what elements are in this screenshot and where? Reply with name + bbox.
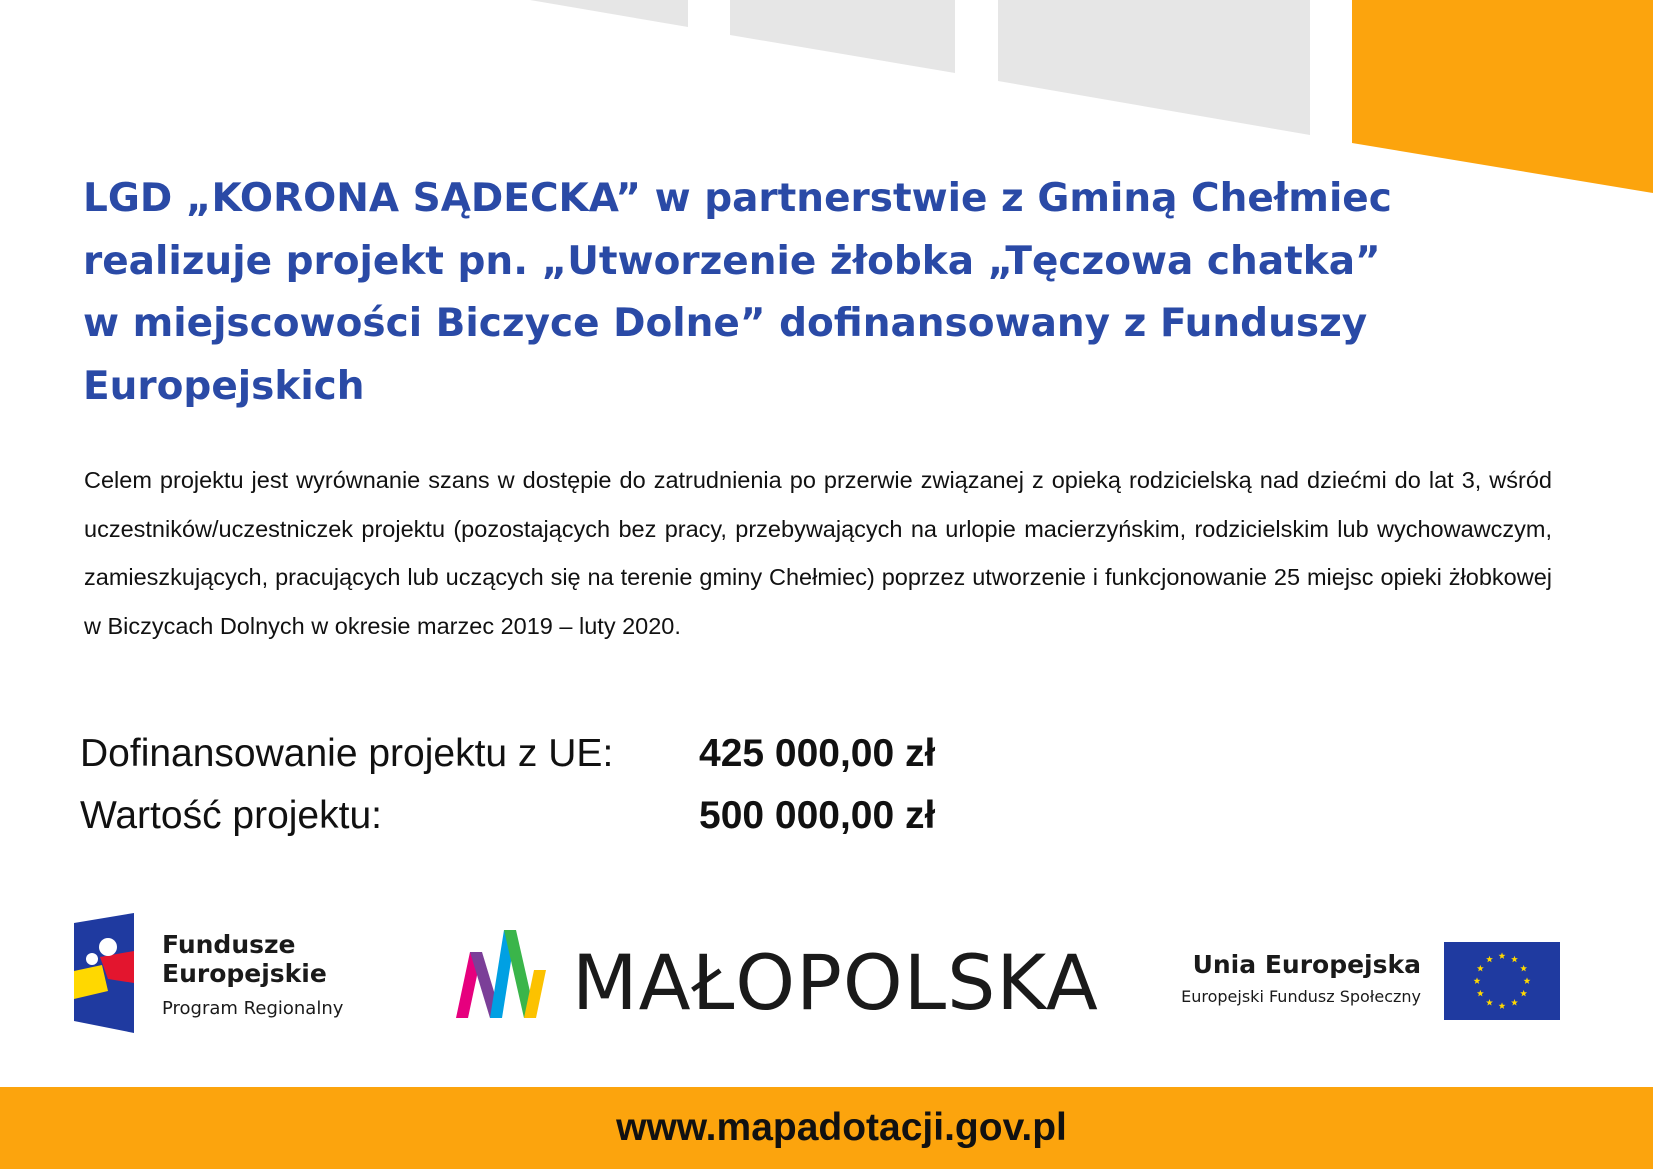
funding-label: Dofinansowanie projektu z UE: [80, 732, 614, 775]
gray-stripe-1 [530, 0, 688, 27]
total-label: Wartość projektu: [80, 794, 382, 837]
page-title [83, 168, 1583, 418]
fe-line-1: Fundusze [162, 930, 296, 959]
fe-line-2: Europejskie [162, 959, 327, 988]
malopolska-logo-icon [456, 930, 548, 1020]
ue-line-2: Europejski Fundusz Społeczny [1181, 987, 1421, 1006]
title-line-3: w miejscowości Biczyce Dolne” dofinansowany z Funduszy [83, 301, 1368, 346]
fundusze-europejskie-text [162, 930, 343, 1024]
funding-row [80, 730, 980, 792]
footer-bar [0, 1087, 1653, 1169]
project-description: Celem projektu jest wyrównanie szans w dostępie do zatrudnienia po przerwie związanej z opieką rodzicielską nad dziećmi do lat 3, wśród uczestników/uczestniczek projektu (pozostających bez pracy, przebywających na urlopie macierzyńskim, rodzicielskim lub wychowawczym, zamieszkujących, pracujących lub uczących się na terenie gminy Chełmiec) poprzez utworzenie i funkcjonowanie 25 miejsc opieki żłobkowej w Biczycach Dolnych w okresie marzec 2019 – luty 2020. [84, 467, 1552, 639]
footer-url-link[interactable]: www.mapadotacji.gov.pl [616, 1106, 1067, 1149]
orange-corner [1352, 0, 1653, 193]
unia-europejska-text [1181, 950, 1421, 1010]
fundusze-europejskie-logo-icon [74, 913, 136, 1033]
finance-summary [80, 730, 980, 854]
title-line-4: Europejskich [83, 363, 365, 409]
malopolska-wordmark: MAŁOPOLSKA [572, 938, 1099, 1027]
gray-stripe-3 [998, 0, 1310, 135]
title-line-1: LGD „KORONA SĄDECKA” w partnerstwie z Gminą Chełmiec [83, 176, 1392, 221]
title-line-2: realizuje projekt pn. „Utworzenie żłobka „Tęczowa chatka” [83, 238, 1381, 284]
total-value: 500 000,00 zł [699, 794, 936, 837]
funding-value: 425 000,00 zł [699, 732, 936, 775]
total-row [80, 792, 980, 854]
gray-stripe-2 [730, 0, 955, 73]
ue-line-1: Unia Europejska [1192, 950, 1421, 979]
fe-line-3: Program Regionalny [162, 998, 344, 1019]
eu-flag-icon [1444, 942, 1560, 1020]
